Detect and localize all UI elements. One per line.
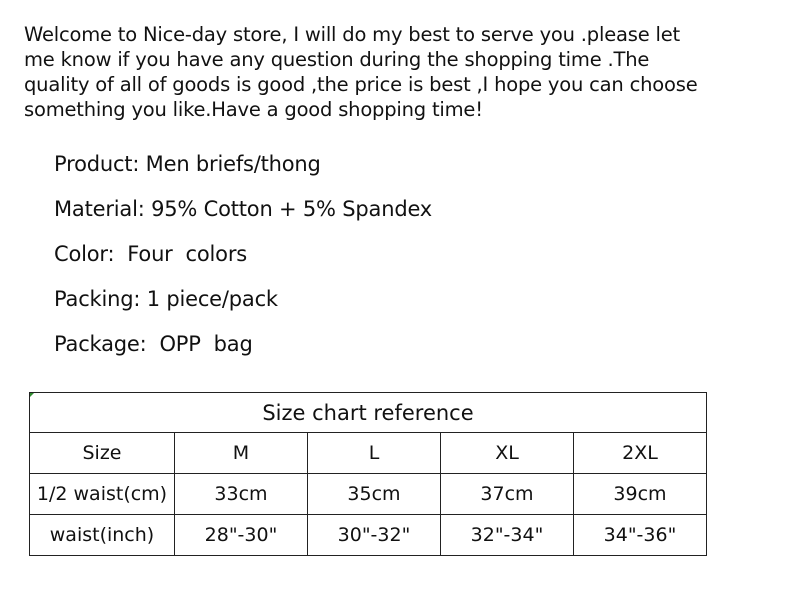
row-label: waist(inch) — [30, 515, 175, 556]
size-chart-table — [29, 392, 707, 556]
table-cell: 35cm — [308, 474, 441, 515]
table-cell: 37cm — [441, 474, 574, 515]
spec-material: Material: 95% Cotton + 5% Spandex — [54, 197, 433, 221]
spec-color: Color: Four colors — [54, 242, 248, 266]
table-row — [30, 515, 707, 556]
size-chart-title: Size chart reference — [30, 393, 707, 433]
welcome-line: quality of all of goods is good ,the price is best ,I hope you can choose — [24, 73, 698, 96]
table-cell: 30"-32" — [308, 515, 441, 556]
header-cell: 2XL — [574, 433, 707, 474]
welcome-line: something you like.Have a good shopping time! — [24, 98, 483, 121]
header-cell: XL — [441, 433, 574, 474]
size-chart-header-row — [30, 433, 707, 474]
table-cell: 28"-30" — [175, 515, 308, 556]
spec-packing: Packing: 1 piece/pack — [54, 287, 278, 311]
row-label: 1/2 waist(cm) — [30, 474, 175, 515]
welcome-line: Welcome to Nice-day store, I will do my best to serve you .please let — [24, 23, 680, 46]
spec-package: Package: OPP bag — [54, 332, 253, 356]
table-cell: 32"-34" — [441, 515, 574, 556]
table-cell: 34"-36" — [574, 515, 707, 556]
table-cell: 39cm — [574, 474, 707, 515]
header-cell: M — [175, 433, 308, 474]
product-specs — [54, 150, 432, 375]
header-cell: Size — [30, 433, 175, 474]
header-cell: L — [308, 433, 441, 474]
corner-marker — [30, 393, 34, 397]
welcome-message — [24, 22, 724, 122]
table-row — [30, 474, 707, 515]
spec-product: Product: Men briefs/thong — [54, 152, 321, 176]
table-cell: 33cm — [175, 474, 308, 515]
size-chart-title-row — [30, 393, 707, 433]
welcome-line: me know if you have any question during the shopping time .The — [24, 48, 650, 71]
